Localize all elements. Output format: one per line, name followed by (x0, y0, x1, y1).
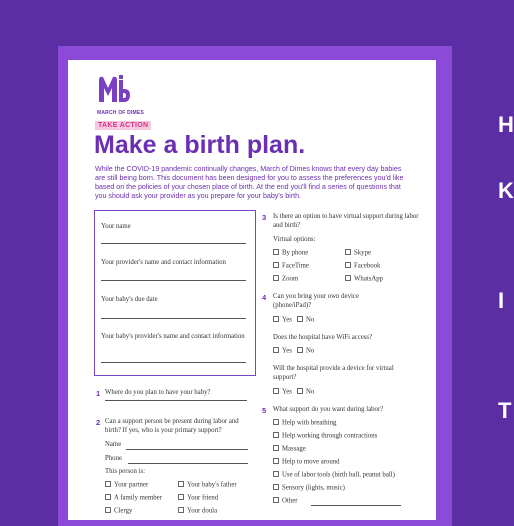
no-option[interactable]: No (297, 316, 314, 325)
checkbox[interactable] (105, 507, 111, 513)
question-text: Where do you plan to have your baby? (105, 389, 211, 396)
take-action-badge: TAKE ACTION (95, 121, 151, 130)
no-option[interactable]: No (297, 347, 314, 356)
checkbox-option[interactable]: Other (273, 497, 297, 506)
checkbox[interactable] (105, 481, 111, 487)
checkbox[interactable] (273, 262, 279, 268)
info-answer-line[interactable] (101, 362, 246, 363)
checkbox-option[interactable]: Help to move around (273, 458, 340, 467)
checkbox[interactable] (345, 262, 351, 268)
question-number: 4 (262, 293, 267, 302)
checkbox-option[interactable]: Facebook (345, 262, 380, 271)
page-title: Make a birth plan. (94, 131, 306, 159)
checkbox[interactable] (273, 458, 279, 464)
wifi-question: Does the hospital have WiFi access? (273, 334, 373, 341)
checkbox[interactable] (273, 471, 279, 477)
no-option[interactable]: No (297, 388, 314, 397)
other-answer-line[interactable] (311, 505, 401, 506)
checkbox-option[interactable]: Your friend (178, 494, 218, 503)
device-question: Will the hospital provide a device for virtual support? (273, 365, 394, 381)
checkbox[interactable] (273, 432, 279, 438)
phone-answer-line[interactable] (128, 463, 248, 464)
checkbox[interactable] (178, 494, 184, 500)
checkbox[interactable] (178, 481, 184, 487)
question-number: 5 (262, 406, 267, 415)
checkbox[interactable] (273, 419, 279, 425)
side-letter: I (498, 288, 505, 313)
checkbox[interactable] (273, 445, 279, 451)
checkbox-option[interactable]: Help with breathing (273, 419, 336, 428)
checkbox-option[interactable]: Your doula (178, 507, 217, 516)
person-is-label: This person is: (105, 468, 146, 475)
question-text: Can a support person be present during labor and birth? If yes, who is your primary support? (105, 418, 239, 434)
name-label: Name (105, 441, 122, 448)
logo-wordmark: MARCH OF DIMES (97, 110, 144, 116)
checkbox[interactable] (273, 316, 279, 322)
checkbox-option[interactable]: Clergy (105, 507, 132, 516)
checkbox-option[interactable]: A family member (105, 494, 162, 503)
checkbox-option[interactable]: Zoom (273, 275, 298, 284)
info-label: Your provider's name and contact information (101, 259, 226, 266)
question-number: 3 (262, 213, 267, 222)
info-label: Your name (101, 223, 131, 230)
checkbox[interactable] (273, 347, 279, 353)
checkbox[interactable] (273, 388, 279, 394)
side-letter: K (498, 178, 514, 203)
checkbox[interactable] (273, 484, 279, 490)
checkbox-option[interactable]: Use of labor tools (birth ball, peanut ball) (273, 471, 395, 480)
side-letter: T (498, 398, 512, 423)
answer-line[interactable] (105, 400, 247, 401)
intro-paragraph: While the COVID-19 pandemic continually changes, March of Dimes knows that every day babies are still being born. This document has been designed for you to assess the preferences you'd like based on the policies of your chosen place of birth. At the end you'll find a series of questions that you should ask your provider as you prepare for your baby's birth. (95, 165, 404, 200)
document-page (68, 60, 436, 520)
yes-option[interactable]: Yes (273, 388, 292, 397)
checkbox-option[interactable]: WhatsApp (345, 275, 383, 284)
question-text: Is there an option to have virtual support during labor and birth? (273, 213, 419, 229)
question-text: What support do you want during labor? (273, 406, 384, 413)
checkbox-option[interactable]: By phone (273, 249, 308, 258)
checkbox[interactable] (273, 497, 279, 503)
name-answer-line[interactable] (126, 449, 248, 450)
info-answer-line[interactable] (101, 243, 246, 244)
yes-option[interactable]: Yes (273, 316, 292, 325)
question-text: Can you bring your own device (phone/iPad)? (273, 293, 359, 309)
checkbox-option[interactable]: Skype (345, 249, 371, 258)
logo-mark-icon (97, 74, 131, 104)
checkbox-option[interactable]: Massage (273, 445, 306, 454)
info-answer-line[interactable] (101, 280, 246, 281)
march-of-dimes-logo (97, 74, 144, 116)
checkbox-option[interactable]: Your partner (105, 481, 148, 490)
checkbox-option[interactable]: Help working through contractions (273, 432, 377, 441)
side-letter: H (498, 112, 514, 137)
checkbox[interactable] (297, 316, 303, 322)
checkbox[interactable] (345, 249, 351, 255)
question-number: 2 (96, 418, 101, 427)
checkbox[interactable] (297, 347, 303, 353)
info-label: Your baby's provider's name and contact information (101, 333, 245, 340)
yes-option[interactable]: Yes (273, 347, 292, 356)
personal-info-box (94, 210, 256, 376)
info-answer-line[interactable] (101, 318, 246, 319)
virtual-options-label: Virtual options: (273, 236, 316, 243)
checkbox-option[interactable]: Your baby's father (178, 481, 237, 490)
checkbox[interactable] (105, 494, 111, 500)
checkbox[interactable] (297, 388, 303, 394)
checkbox[interactable] (178, 507, 184, 513)
info-label: Your baby's due date (101, 296, 158, 303)
checkbox[interactable] (273, 249, 279, 255)
question-number: 1 (96, 389, 101, 398)
checkbox[interactable] (273, 275, 279, 281)
checkbox-option[interactable]: FaceTime (273, 262, 309, 271)
phone-label: Phone (105, 455, 122, 462)
checkbox[interactable] (345, 275, 351, 281)
checkbox-option[interactable]: Sensory (lights, music) (273, 484, 345, 493)
